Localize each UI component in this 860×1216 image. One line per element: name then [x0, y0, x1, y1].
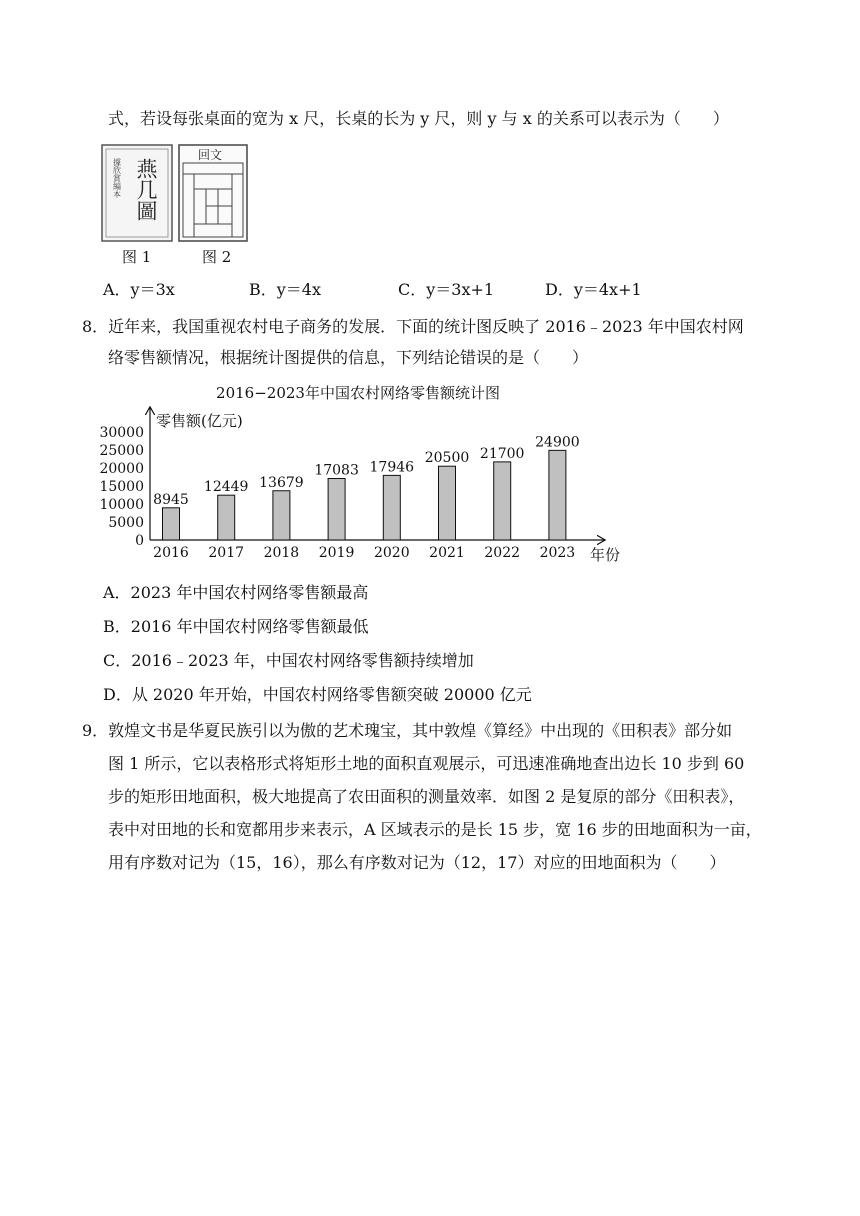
- q8-question-line-1: 8．近年来，我国重视农村电子商务的发展．下面的统计图反映了 2016﹣2023 年中国农村网: [82, 317, 744, 336]
- chart-y-tick-label: 25000: [99, 443, 144, 459]
- chart-data-label: 20500: [424, 450, 470, 467]
- chart-bar: [328, 479, 345, 540]
- q7-option-d: D．y＝4x+1: [545, 280, 642, 299]
- q9-question-line-2: 图 1 所示，它以表格形式将矩形土地的面积直观展示，可迅速准确地查出边长 10 步到 60: [108, 754, 745, 773]
- chart-data-label: 13679: [259, 474, 304, 491]
- chart-bar: [494, 462, 511, 540]
- fig1-side-text: 據欣賞編本: [112, 158, 122, 198]
- yanji-book-cover-image: [101, 144, 173, 244]
- q7-option-a: A．y＝3x: [103, 280, 175, 299]
- fig2-caption: 图 2: [202, 248, 232, 266]
- q8-option-c: C．2016﹣2023 年，中国农村网络零售额持续增加: [103, 651, 474, 670]
- q7-figure-2: [178, 144, 248, 248]
- chart-x-axis-label: 年份: [590, 546, 621, 564]
- q7-option-b: B．y＝4x: [249, 280, 322, 299]
- chart-x-tick-label: 2018: [263, 545, 300, 561]
- chart-y-tick-label: 30000: [99, 425, 144, 441]
- chart-x-tick-label: 2020: [373, 545, 410, 561]
- chart-data-label: 17083: [314, 462, 359, 479]
- q9-question-line-4: 表中对田地的长和宽都用步来表示，A 区域表示的是长 15 步，宽 16 步的田地面积为一亩，: [108, 820, 762, 839]
- q8-option-d: D．从 2020 年开始，中国农村网络零售额突破 20000 亿元: [103, 685, 532, 704]
- chart-y-tick-label: 10000: [99, 497, 144, 513]
- chart-y-axis-label: 零售额(亿元): [156, 412, 243, 430]
- chart-bar: [218, 495, 235, 540]
- q7-question-text: 式，若设每张桌面的宽为 x 尺，长桌的长为 y 尺，则 y 与 x 的关系可以表示为（ ）: [108, 109, 729, 128]
- chart-data-label: 24900: [535, 434, 580, 451]
- chart-data-label: 17946: [369, 459, 415, 476]
- huiwen-layout-image: [178, 144, 248, 244]
- chart-x-tick-label: 2022: [484, 545, 521, 561]
- chart-x-tick-label: 2021: [429, 545, 465, 561]
- chart-bar: [383, 475, 400, 540]
- q7-figure-1: [101, 144, 173, 248]
- q8-option-a: A．2023 年中国农村网络零售额最高: [103, 583, 369, 602]
- chart-y-tick-label: 5000: [108, 515, 144, 531]
- q7-option-c: C．y＝3x+1: [398, 280, 495, 299]
- fig1-caption: 图 1: [122, 248, 152, 266]
- chart-bar: [273, 491, 290, 540]
- chart-y-tick-label: 20000: [99, 461, 144, 477]
- chart-data-label: 21700: [479, 445, 525, 462]
- chart-data-label: 12449: [203, 479, 249, 496]
- chart-y-tick-label: 0: [135, 533, 144, 549]
- chart-x-tick-label: 2023: [539, 545, 576, 561]
- chart-title: 2016−2023年中国农村网络零售额统计图: [216, 384, 500, 402]
- chart-bar: [439, 466, 456, 540]
- chart-data-label: 8945: [153, 491, 189, 508]
- q8-option-b: B．2016 年中国农村网络零售额最低: [103, 617, 369, 636]
- chart-x-tick-label: 2019: [318, 545, 355, 561]
- q9-question-line-3: 步的矩形田地面积，极大地提高了农田面积的测量效率．如图 2 是复原的部分《田积表》，: [108, 787, 745, 806]
- chart-bar: [549, 450, 566, 540]
- q8-bar-chart: [96, 376, 636, 572]
- fig1-title-text: 燕几圖: [134, 158, 158, 221]
- q9-question-line-5: 用有序数对记为（15，16），那么有序数对记为（12，17）对应的田地面积为（ ）: [108, 853, 726, 872]
- chart-x-tick-label: 2017: [208, 545, 245, 561]
- q8-question-line-2: 络零售额情况，根据统计图提供的信息，下列结论错误的是（ ）: [108, 348, 589, 367]
- fig2-title-text: 回文: [198, 148, 223, 162]
- chart-y-tick-label: 15000: [99, 479, 144, 495]
- chart-x-tick-label: 2016: [153, 545, 189, 561]
- q9-question-line-1: 9．敦煌文书是华夏民族引以为傲的艺术瑰宝，其中敦煌《算经》中出现的《田积表》部分如: [82, 721, 733, 740]
- chart-bar: [163, 508, 180, 540]
